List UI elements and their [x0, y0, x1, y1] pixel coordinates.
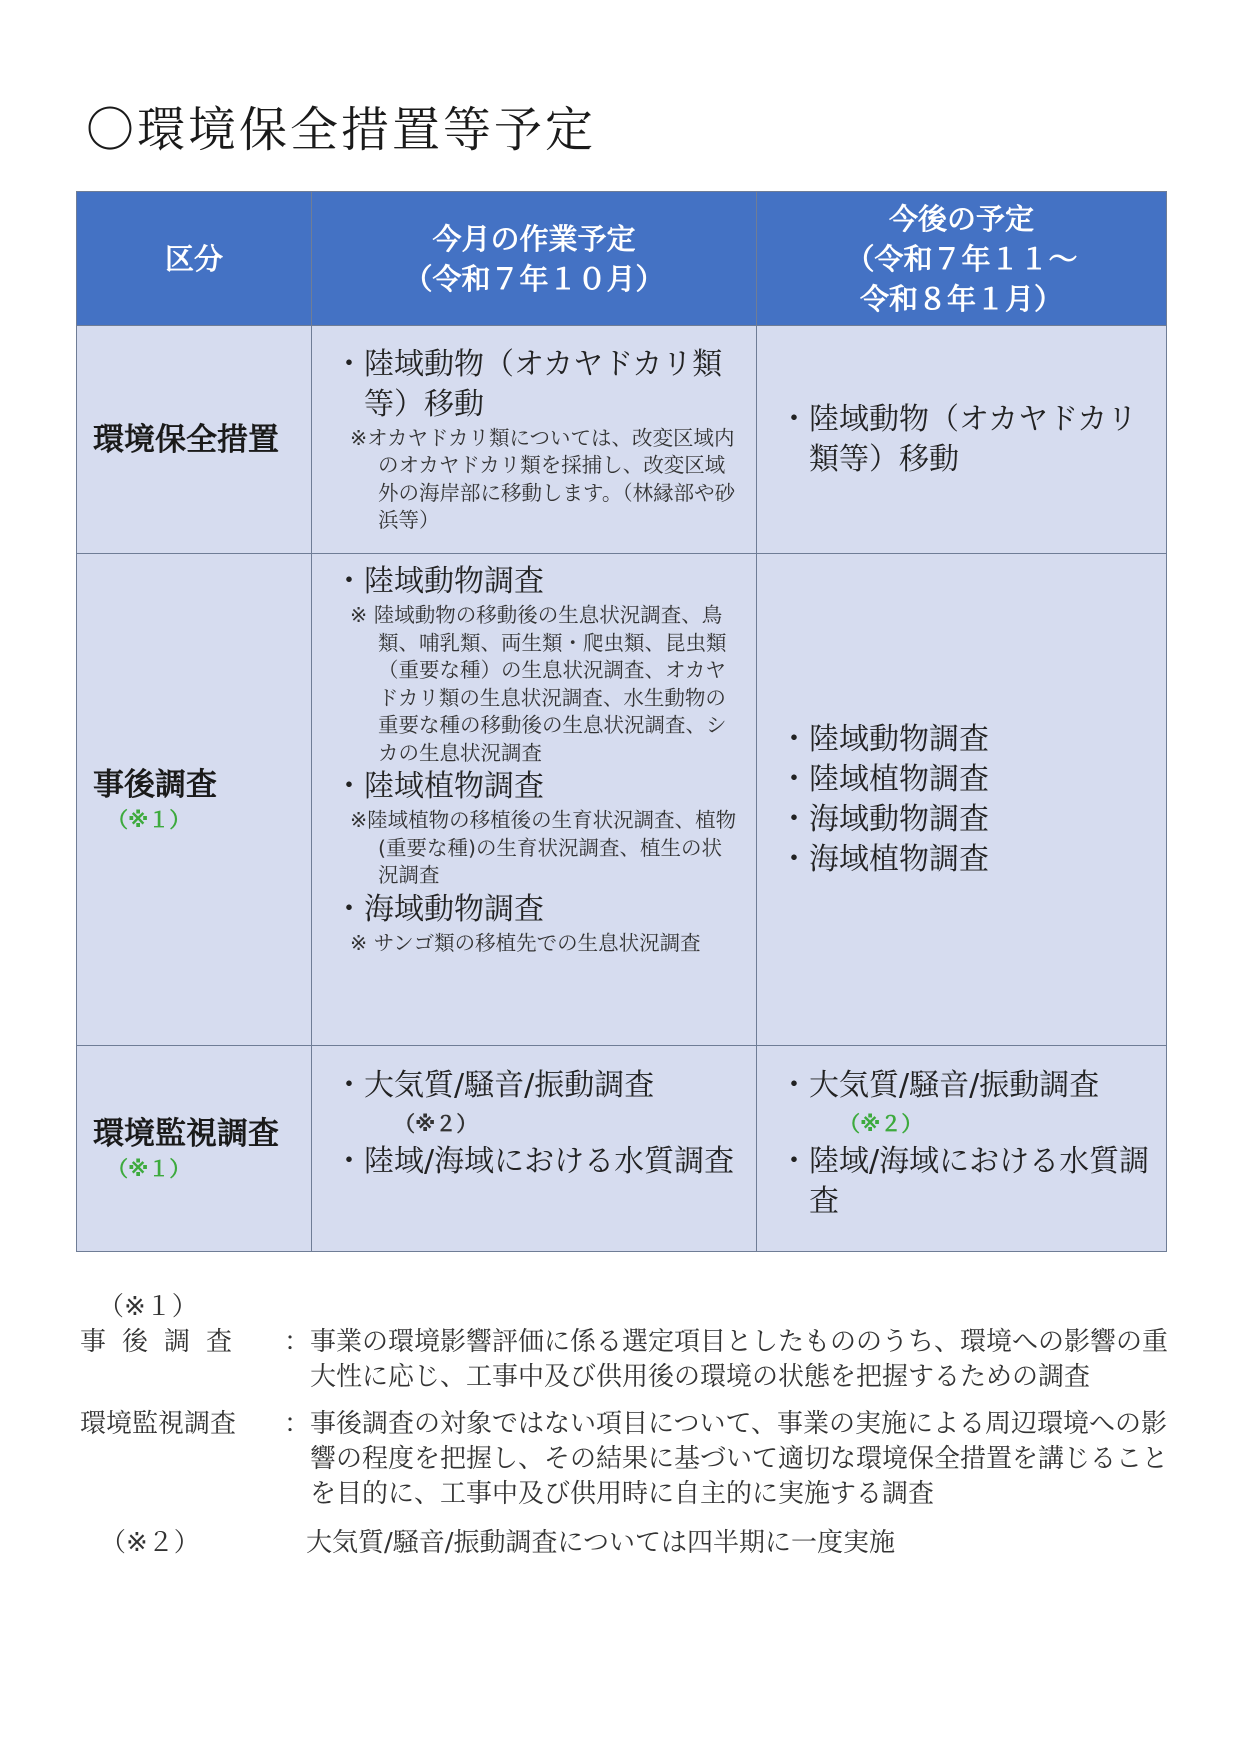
list-item [779, 400, 1146, 480]
bullet: ・ [779, 721, 809, 757]
list-item [334, 1142, 742, 1182]
definition-post-survey [80, 1325, 1170, 1395]
item-text: 陸域動物調査 [809, 721, 989, 757]
list-item [779, 800, 1152, 840]
table-row [77, 554, 1167, 1046]
list-item [334, 767, 742, 807]
table-row [77, 1046, 1167, 1252]
item-note-ref: （※２） [394, 1112, 478, 1136]
list-item [779, 760, 1152, 800]
bullet: ・ [779, 401, 809, 437]
page-title: 〇環境保全措置等予定 [86, 102, 597, 158]
bullet: ・ [779, 761, 809, 797]
header-this-month-title: 今月の作業予定 [432, 221, 636, 256]
item-note: ※ 陸域動物の移動後の生息状況調査、鳥類、哺乳類、両生類・爬虫類、昆虫類（重要な種）の生息状況調査、オカヤドカリ類の生息状況調査、水生動物の重要な種の移動後の生息状況調査、シカの生息状況調査 [350, 603, 727, 765]
definition-colon: ： [284, 1409, 311, 1439]
item-text: 陸域/海域における水質調査 [809, 1144, 1150, 1219]
header-future-period-start: （令和７年１１～ [845, 241, 1078, 276]
item-text: 海域動物調査 [809, 801, 989, 837]
row-label: 事後調査 [93, 766, 217, 803]
row-header-conservation [77, 326, 312, 554]
footnote-2-mark: （※２） [100, 1528, 200, 1558]
item-note-ref: （※２） [839, 1112, 923, 1136]
list-item [334, 1066, 742, 1106]
bullet: ・ [334, 564, 364, 599]
row-label: 環境保全措置 [93, 421, 279, 458]
cell-future [757, 326, 1167, 554]
list-item [334, 562, 742, 602]
list-item [334, 345, 742, 425]
header-this-month [312, 192, 757, 326]
item-text: 陸域動物（オカヤドカリ類等）移動 [809, 401, 1138, 477]
definition-monitoring [80, 1407, 1170, 1512]
item-text: 陸域動物（オカヤドカリ類等）移動 [364, 346, 723, 422]
header-this-month-period: （令和７年１０月） [403, 261, 665, 296]
list-item [334, 890, 742, 930]
row-note-ref: （※１） [107, 1156, 191, 1181]
list-item [779, 1142, 1152, 1222]
bullet: ・ [779, 1144, 809, 1179]
row-note-ref: （※１） [107, 807, 191, 832]
definition-term: 事後調査 [80, 1327, 249, 1357]
cell-future [757, 1046, 1167, 1252]
list-item [779, 720, 1152, 760]
cell-this-month [312, 554, 757, 1046]
list-item [779, 1066, 1152, 1106]
footnote-2-text: 大気質/騒音/振動調査については四半期に一度実施 [306, 1528, 896, 1558]
item-text: 海域動物調査 [364, 891, 544, 927]
definition-text: 事業の環境影響評価に係る選定項目としたもののうち、環境への影響の重大性に応じ、工事中及び供用後の環境の状態を把握するための調査 [310, 1327, 1169, 1392]
table-header-row [77, 192, 1167, 326]
item-text: 陸域動物調査 [364, 564, 544, 599]
list-item [779, 840, 1152, 880]
header-category-label: 区分 [164, 241, 223, 276]
bullet: ・ [334, 1144, 364, 1179]
header-future-period-end: 令和８年１月） [859, 281, 1063, 316]
bullet: ・ [334, 346, 364, 382]
item-text: 大気質/騒音/振動調査 [364, 1068, 655, 1103]
cell-this-month [312, 326, 757, 554]
header-future-title: 今後の予定 [888, 201, 1034, 236]
cell-future [757, 554, 1167, 1046]
item-note: ※ サンゴ類の移植先での生息状況調査 [350, 930, 701, 955]
definition-text: 事後調査の対象ではない項目について、事業の実施による周辺環境への影響の程度を把握し、その結果に基づいて適切な環境保全措置を講じることを目的に、工事中及び供用時に自主的に実施する調査 [310, 1409, 1169, 1509]
footnote-2 [80, 1526, 1170, 1561]
item-text: 陸域植物調査 [364, 769, 544, 804]
row-header-post-survey [77, 554, 312, 1046]
item-note: ※陸域植物の移植後の生育状況調査、植物(重要な種)の生育状況調査、植生の状況調査 [350, 808, 737, 887]
row-label: 環境監視調査 [93, 1115, 279, 1152]
bullet: ・ [779, 801, 809, 837]
definition-colon: ： [284, 1327, 311, 1357]
footnotes [80, 1290, 1170, 1561]
item-text: 大気質/騒音/振動調査 [809, 1068, 1100, 1103]
item-text: 海域植物調査 [809, 841, 989, 877]
bullet: ・ [779, 841, 809, 877]
bullet: ・ [334, 1068, 364, 1103]
footnote-1-mark: （※１） [98, 1292, 198, 1322]
bullet: ・ [334, 891, 364, 927]
cell-this-month [312, 1046, 757, 1252]
bullet: ・ [334, 769, 364, 804]
item-text: 陸域植物調査 [809, 761, 989, 797]
definition-term: 環境監視調査 [80, 1409, 237, 1439]
table-row [77, 326, 1167, 554]
header-future [757, 192, 1167, 326]
schedule-table [76, 191, 1167, 1252]
header-category [77, 192, 312, 326]
item-text: 陸域/海域における水質調査 [364, 1144, 735, 1179]
bullet: ・ [779, 1068, 809, 1103]
item-note: ※オカヤドカリ類については、改変区域内のオカヤドカリ類を採捕し、改変区域外の海岸部に移動します。（林縁部や砂浜等） [350, 425, 736, 532]
row-header-monitoring [77, 1046, 312, 1252]
